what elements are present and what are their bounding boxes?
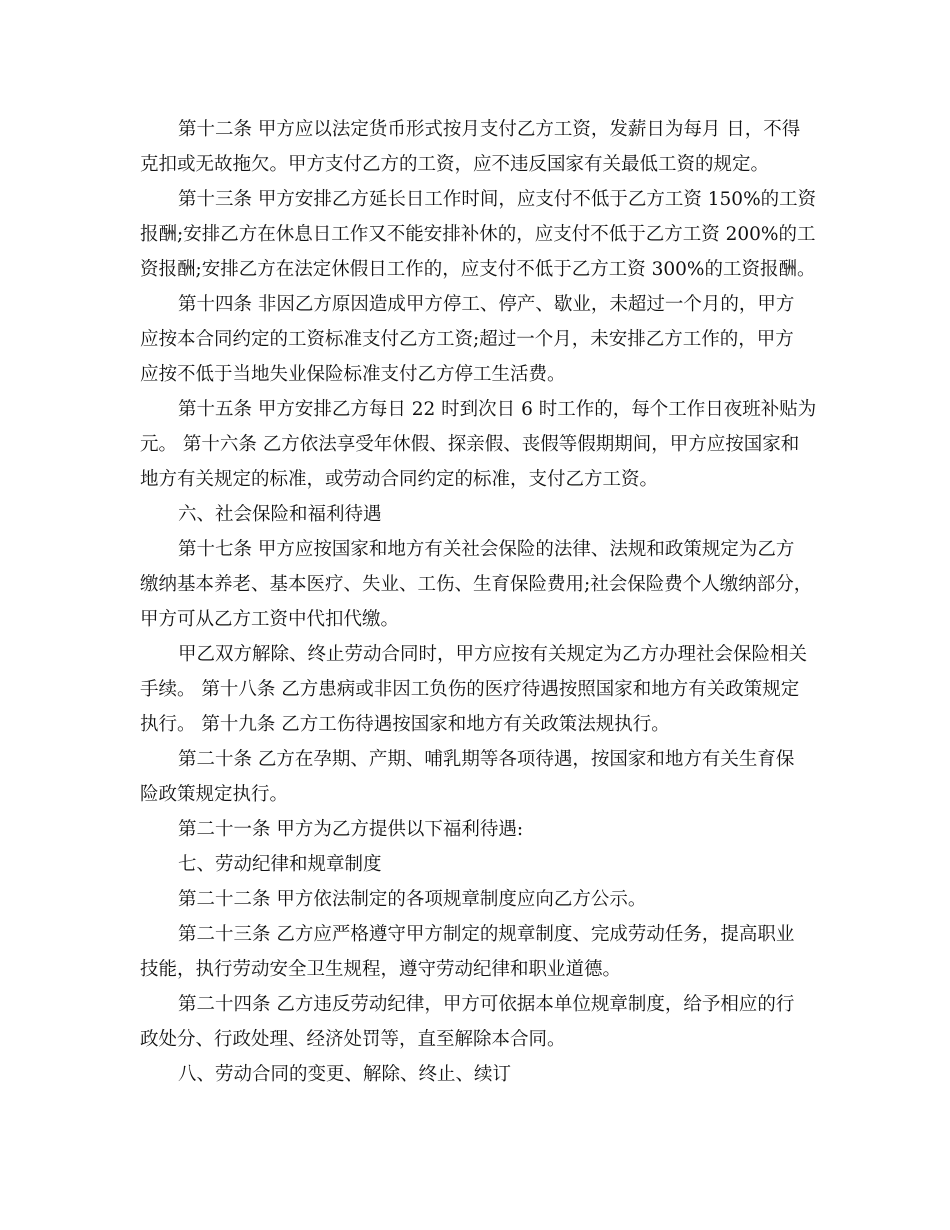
section-heading: 八、劳动合同的变更、解除、终止、续订: [178, 1064, 512, 1085]
text-line: 应按本合同约定的工资标准支付乙方工资;超过一个月，未安排乙方工作的，甲方: [140, 329, 794, 350]
text-line: 政处分、行政处理、经济处罚等，直至解除本合同。: [140, 1029, 566, 1050]
text-line: 地方有关规定的标准，或劳动合同约定的标准，支付乙方工资。: [140, 469, 659, 490]
text-line: 第二十二条 甲方依法制定的各项规章制度应向乙方公示。: [178, 889, 647, 910]
text-line: 甲乙双方解除、终止劳动合同时，甲方应按有关规定为乙方办理社会保险相关: [178, 644, 808, 665]
text-line: 技能，执行劳动安全卫生规程，遵守劳动纪律和职业道德。: [140, 959, 622, 980]
section-heading: 六、社会保险和福利待遇: [178, 504, 382, 525]
text-line: 第二十条 乙方在孕期、产期、哺乳期等各项待遇，按国家和地方有关生育保: [178, 749, 795, 770]
text-line: 缴纳基本养老、基本医疗、失业、工伤、生育保险费用;社会保险费个人缴纳部分，: [140, 574, 813, 595]
text-line: 手续。 第十八条 乙方患病或非因工负伤的医疗待遇按照国家和地方有关政策规定: [140, 679, 800, 700]
text-line: 甲方可从乙方工资中代扣代缴。: [140, 609, 400, 630]
text-line: 报酬;安排乙方在休息日工作又不能安排补休的，应支付不低于乙方工资 200%的工: [140, 224, 816, 245]
text-line: 资报酬;安排乙方在法定休假日工作的，应支付不低于乙方工资 300%的工资报酬。: [140, 259, 816, 280]
text-line: 第十四条 非因乙方原因造成甲方停工、停产、歇业，未超过一个月的，甲方: [178, 294, 795, 315]
text-line: 第十七条 甲方应按国家和地方有关社会保险的法律、法规和政策规定为乙方: [178, 539, 795, 560]
text-line: 克扣或无故拖欠。甲方支付乙方的工资，应不违反国家有关最低工资的规定。: [140, 154, 770, 175]
text-line: 执行。 第十九条 乙方工伤待遇按国家和地方有关政策法规执行。: [140, 714, 670, 735]
text-line: 第十三条 甲方安排乙方延长日工作时间，应支付不低于乙方工资 150%的工资: [178, 189, 817, 210]
text-line: 险政策规定执行。: [140, 784, 289, 805]
text-line: 第二十三条 乙方应严格遵守甲方制定的规章制度、完成劳动任务，提高职业: [178, 924, 795, 945]
section-heading: 七、劳动纪律和规章制度: [178, 854, 382, 875]
text-line: 元。 第十六条 乙方依法享受年休假、探亲假、丧假等假期期间，甲方应按国家和: [140, 434, 800, 455]
text-line: 第二十四条 乙方违反劳动纪律，甲方可依据本单位规章制度，给予相应的行: [178, 994, 795, 1015]
text-line: 应按不低于当地失业保险标准支付乙方停工生活费。: [140, 364, 566, 385]
text-line: 第十五条 甲方安排乙方每日 22 时到次日 6 时工作的，每个工作日夜班补贴为: [178, 399, 817, 420]
text-line: 第二十一条 甲方为乙方提供以下福利待遇:: [178, 819, 524, 840]
text-line: 第十二条 甲方应以法定货币形式按月支付乙方工资，发薪日为每月 日，不得: [178, 119, 801, 140]
